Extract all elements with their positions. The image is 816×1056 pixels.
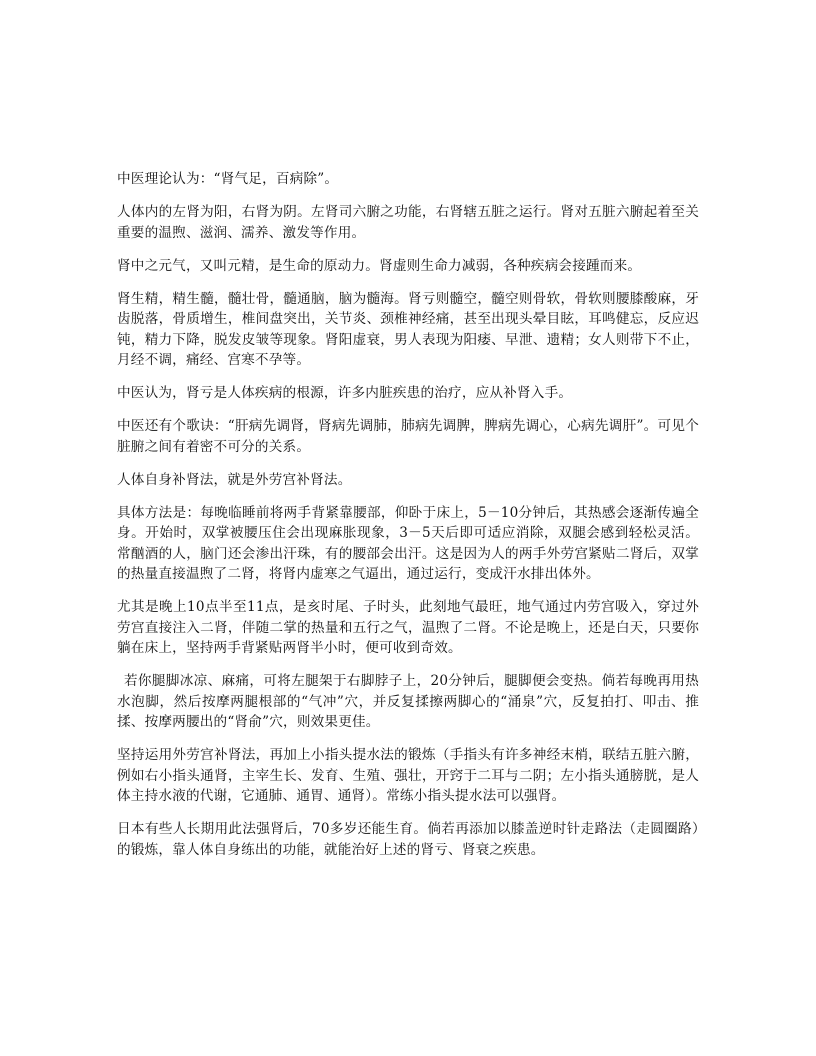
paragraph-cold-legs: 若你腿脚冰凉、麻痛，可将左腿架于右脚脖子上，20分钟后，腿脚便会变热。倘若每晚再用热水泡脚，然后按摩两腿根部的“气冲”穴，并反复揉擦两脚心的“涌泉”穴，反复拍打、叩击、推揉、按摩两腰出的“肾俞”穴，则效果更佳。: [117, 673, 699, 730]
paragraph-root-of-disease: 中医认为，肾亏是人体疾病的根源，许多内脏疾患的治疗，应从补肾入手。: [117, 385, 573, 401]
paragraph-self-method-intro: 人体自身补肾法，就是外劳宫补肾法。: [117, 471, 352, 488]
document-page: [117, 169, 699, 873]
paragraph-japan-example: 日本有些人长期用此法强肾后，70多岁还能生育。倘若再添加以膝盖逆时针走路法（走圆圈路）的锻炼，靠人体自身练出的功能，就能治好上述的肾亏、肾衰之疾患。: [117, 821, 699, 858]
paragraph-method-details: 具体方法是：每晚临睡前将两手背紧靠腰部，仰卧于床上，5－10分钟后，其热感会逐渐传遍全身。开始时，双掌被腰压住会出现麻胀现象，3－5天后即可适应消除，双腿会感到轻松灵活。常酗酒的人，脑门还会渗出汗珠，有的腰部会出汗。这是因为人的两手外劳宫紧贴二肾后，双掌的热量直接温煦了二肾，将肾内虚寒之气逼出，通过运行，变成汗水排出体外。: [117, 504, 699, 582]
paragraph-vital-energy: 肾中之元气，又叫元精，是生命的原动力。肾虚则生命力减弱，各种疾病会接踵而来。: [117, 257, 642, 274]
paragraph-left-right-kidney: 人体内的左肾为阳，右肾为阴。左肾司六腑之功能，右肾辖五脏之运行。肾对五脏六腑起着至关重要的温煦、滋润、濡养、激发等作用。: [117, 204, 699, 241]
paragraph-best-timing: 尤其是晚上10点半至11点，是亥时尾、子时头，此刻地气最旺，地气通过内劳宫吸入，穿过外劳宫直接注入二肾，伴随二掌的热量和五行之气，温煦了二肾。不论是晚上，还是白天，只要你躺在床上，坚持两手背紧贴两肾半小时，便可收到奇效。: [117, 599, 699, 656]
paragraph-little-finger-method: 坚持运用外劳宫补肾法，再加上小指头提水法的锻炼（手指头有许多神经末梢，联结五脏六腑，例如右小指头通肾，主宰生长、发育、生殖、强壮，开窍于二耳与二阴；左小指头通膀胱，是人体主持水液的代谢，它通肺、通胃、通肾）。常练小指头提水法可以强肾。: [117, 747, 699, 804]
paragraph-kidney-qi-saying: 中医理论认为：“肾气足，百病除”。: [117, 171, 339, 187]
paragraph-organ-rhyme: 中医还有个歌诀：“肝病先调肾，肾病先调肺，肺病先调脾，脾病先调心，心病先调肝”。可见个脏腑之间有着密不可分的关系。: [117, 418, 699, 455]
paragraph-kidney-deficiency-symptoms: 肾生精，精生髓，髓壮骨，髓通脑，脑为髓海。肾亏则髓空，髓空则骨软，骨软则腰膝酸麻，牙齿脱落，骨质增生，椎间盘突出，关节炎、颈椎神经痛，甚至出现头晕目眩，耳鸣健忘，反应迟钝，精力下降，脱发皮皱等现象。肾阳虚衰，男人表现为阳痿、早泄、遗精；女人则带下不止，月经不调，痛经、宫寒不孕等。: [117, 290, 699, 368]
